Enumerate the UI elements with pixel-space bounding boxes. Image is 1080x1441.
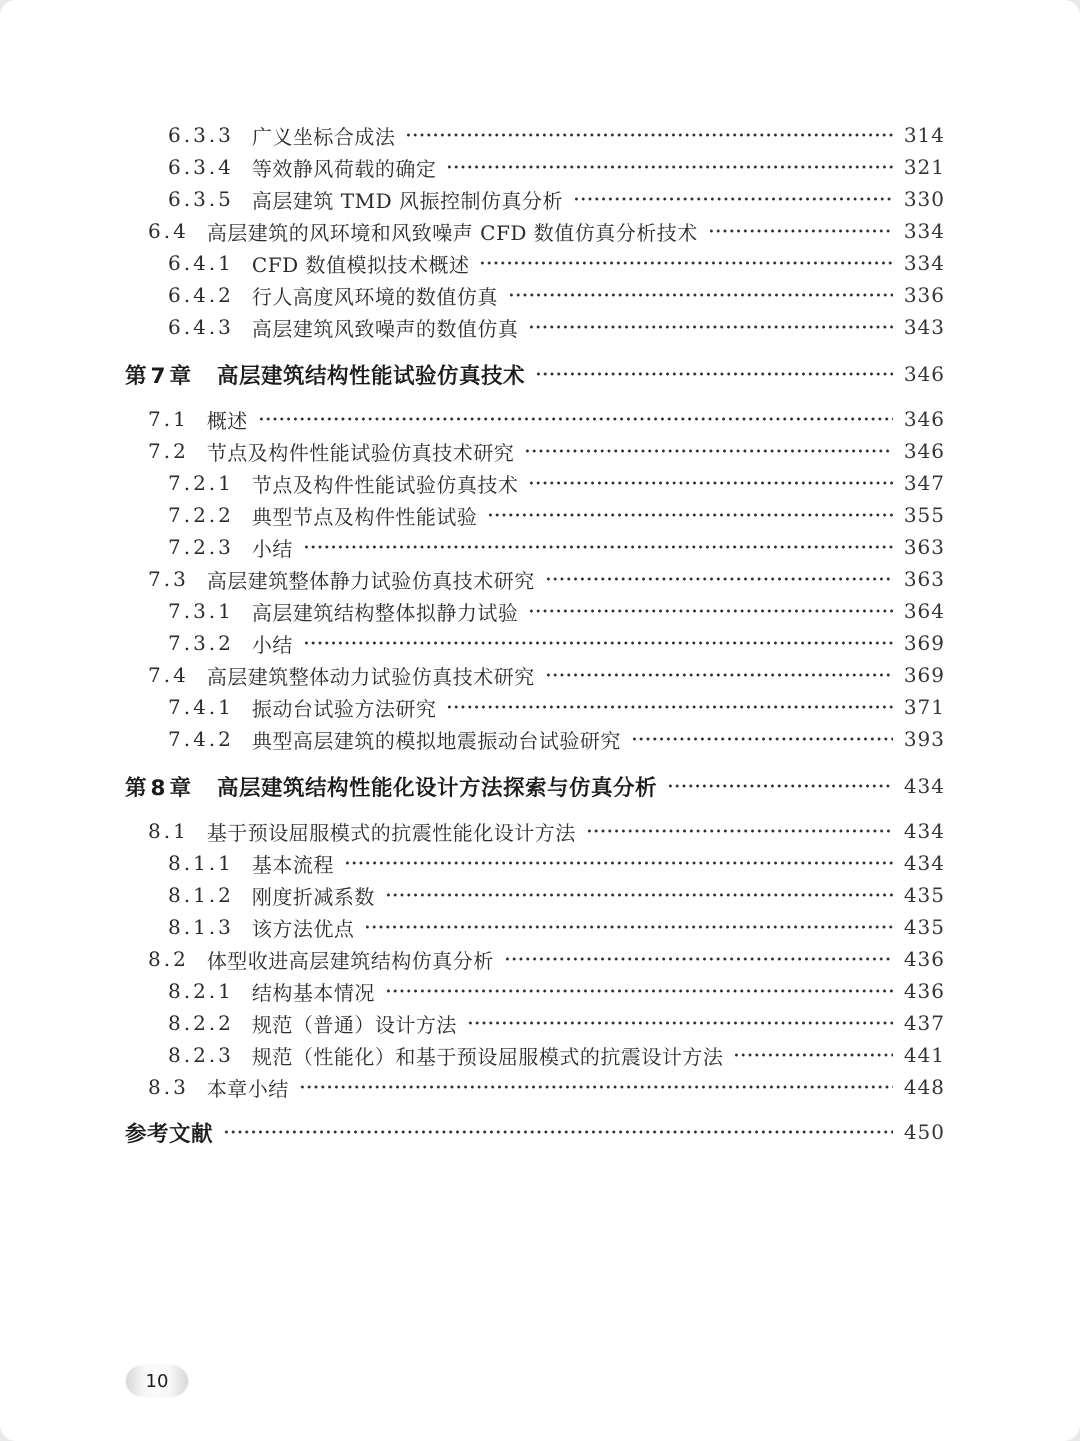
dot-leader [528, 311, 893, 343]
toc-entry-number: 6.3.5 [168, 187, 234, 211]
toc-entry-title: 节点及构件性能试验仿真技术 [251, 472, 519, 497]
toc-entry [125, 879, 945, 911]
dot-leader [708, 215, 893, 247]
toc-entry [125, 1039, 945, 1071]
toc-entry-title: 基于预设屈服模式的抗震性能化设计方法 [206, 820, 576, 845]
toc-entry-number: 6.3.4 [168, 155, 234, 179]
toc-entry-page: 346 [903, 439, 945, 463]
toc-entry [125, 627, 945, 659]
toc-entry [125, 499, 945, 531]
page-number: 10 [145, 1370, 169, 1392]
toc-entry [125, 595, 945, 627]
dot-leader [405, 119, 893, 151]
toc-entry-title: 小结 [251, 536, 293, 561]
toc-entry-page: 441 [903, 1043, 945, 1067]
toc-entry-number: 8.1.2 [168, 883, 234, 907]
toc-entry [125, 357, 945, 391]
toc-entry-page: 450 [903, 1120, 945, 1144]
toc-entry-title: 该方法优点 [251, 916, 355, 941]
dot-leader [385, 975, 893, 1007]
toc-list [125, 119, 945, 1149]
toc-entry-title: 典型节点及构件性能试验 [251, 504, 478, 529]
toc-entry [125, 467, 945, 499]
toc-entry-title: 高层建筑结构性能试验仿真技术 [216, 363, 525, 389]
toc-entry-title: CFD 数值模拟技术概述 [251, 252, 470, 277]
toc-entry-number: 8.2.2 [168, 1011, 234, 1035]
toc-entry-number: 7.2.1 [168, 471, 234, 495]
toc-entry-number: 8.1.1 [168, 851, 234, 875]
dot-leader [545, 659, 893, 691]
toc-entry-page: 436 [903, 979, 945, 1003]
dot-leader [508, 279, 893, 311]
toc-entry-page: 347 [903, 471, 945, 495]
toc-entry-title: 行人高度风环境的数值仿真 [251, 284, 498, 309]
toc-entry-page: 363 [903, 535, 945, 559]
dot-leader [487, 499, 893, 531]
toc-entry-title: 规范（性能化）和基于预设屈服模式的抗震设计方法 [251, 1044, 724, 1069]
toc-entry-number: 第7章 [125, 363, 195, 389]
toc-entry-title: 小结 [251, 632, 293, 657]
toc-entry-number: 7.2.3 [168, 535, 234, 559]
dot-leader [504, 943, 893, 975]
toc-entry-title: 节点及构件性能试验仿真技术研究 [206, 440, 515, 465]
toc-entry-page: 435 [903, 915, 945, 939]
toc-entry-title: 基本流程 [251, 852, 334, 877]
toc-entry-page: 434 [903, 851, 945, 875]
toc-entry [125, 151, 945, 183]
toc-entry-page: 346 [903, 362, 945, 386]
toc-entry [125, 311, 945, 343]
toc-entry-page: 434 [903, 774, 945, 798]
toc-entry-title: 典型高层建筑的模拟地震振动台试验研究 [251, 728, 621, 753]
toc-entry [125, 1071, 945, 1103]
toc-entry [125, 247, 945, 279]
toc-entry-page: 437 [903, 1011, 945, 1035]
dot-leader [545, 563, 893, 595]
toc-entry-title: 体型收进高层建筑结构仿真分析 [206, 948, 494, 973]
toc-entry-page: 321 [903, 155, 945, 179]
dot-leader [446, 151, 893, 183]
toc-entry-number: 7.4 [148, 663, 189, 687]
dot-leader [303, 531, 893, 563]
toc-entry-page: 364 [903, 599, 945, 623]
dot-leader [573, 183, 893, 215]
toc-entry-number: 8.2.1 [168, 979, 234, 1003]
toc-entry-number: 8.1 [148, 819, 189, 843]
dot-leader [535, 357, 893, 391]
toc-entry-number: 7.4.2 [168, 727, 234, 751]
toc-entry [125, 119, 945, 151]
toc-entry [125, 911, 945, 943]
toc-entry-page: 334 [903, 219, 945, 243]
dot-leader [385, 879, 893, 911]
toc-entry [125, 279, 945, 311]
toc-entry-number: 7.3.1 [168, 599, 234, 623]
toc-entry-page: 336 [903, 283, 945, 307]
toc-entry-number: 7.1 [148, 407, 189, 431]
toc-entry-page: 434 [903, 819, 945, 843]
toc-entry-number: 6.3.3 [168, 123, 234, 147]
toc-entry-page: 369 [903, 631, 945, 655]
toc-entry-page: 448 [903, 1075, 945, 1099]
toc-entry-number: 7.2 [148, 439, 189, 463]
toc-entry-title: 高层建筑整体静力试验仿真技术研究 [206, 568, 535, 593]
toc-entry [125, 847, 945, 879]
toc-entry-number: 7.2.2 [168, 503, 234, 527]
toc-entry-number: 6.4 [148, 219, 189, 243]
toc-entry-number: 8.2.3 [168, 1043, 234, 1067]
toc-entry [125, 1115, 945, 1149]
page-number-pill [126, 1366, 188, 1396]
toc-entry-page: 371 [903, 695, 945, 719]
dot-leader [479, 247, 893, 279]
toc-entry [125, 435, 945, 467]
toc-entry-page: 355 [903, 503, 945, 527]
toc-entry-title: 高层建筑整体动力试验仿真技术研究 [206, 664, 535, 689]
dot-leader [467, 1007, 893, 1039]
toc-entry [125, 815, 945, 847]
toc-entry [125, 1007, 945, 1039]
toc-entry [125, 659, 945, 691]
toc-entry-title: 高层建筑 TMD 风振控制仿真分析 [251, 188, 563, 213]
toc-entry [125, 975, 945, 1007]
dot-leader [586, 815, 893, 847]
toc-entry-title: 概述 [206, 408, 248, 433]
toc-entry-number: 8.2 [148, 947, 189, 971]
toc-entry-title: 规范（普通）设计方法 [251, 1012, 457, 1037]
toc-entry-page: 369 [903, 663, 945, 687]
dot-leader [364, 911, 893, 943]
toc-entry-page: 343 [903, 315, 945, 339]
toc-entry-number: 8.3 [148, 1075, 189, 1099]
toc-entry-title: 参考文献 [125, 1121, 214, 1147]
dot-leader [223, 1115, 893, 1149]
dot-leader [667, 769, 893, 803]
toc-entry-title: 本章小结 [206, 1076, 289, 1101]
toc-entry-title: 振动台试验方法研究 [251, 696, 437, 721]
dot-leader [528, 595, 893, 627]
toc-entry [125, 723, 945, 755]
toc-entry [125, 183, 945, 215]
toc-entry-title: 结构基本情况 [251, 980, 375, 1005]
dot-leader [258, 403, 893, 435]
toc-entry-title: 刚度折减系数 [251, 884, 375, 909]
toc-entry-page: 330 [903, 187, 945, 211]
toc-entry [125, 403, 945, 435]
dot-leader [528, 467, 893, 499]
dot-leader [446, 691, 893, 723]
toc-entry-number: 6.4.2 [168, 283, 234, 307]
toc-entry [125, 563, 945, 595]
toc-entry-number: 6.4.3 [168, 315, 234, 339]
toc-entry-title: 高层建筑风致噪声的数值仿真 [251, 316, 519, 341]
toc-entry-number: 7.4.1 [168, 695, 234, 719]
toc-entry [125, 531, 945, 563]
toc-entry-page: 334 [903, 251, 945, 275]
toc-entry-title: 高层建筑结构整体拟静力试验 [251, 600, 519, 625]
toc-entry [125, 769, 945, 803]
toc-entry-page: 346 [903, 407, 945, 431]
dot-leader [299, 1071, 893, 1103]
dot-leader [344, 847, 893, 879]
toc-entry-number: 第8章 [125, 775, 195, 801]
toc-entry [125, 215, 945, 247]
dot-leader [733, 1039, 893, 1071]
toc-entry-number: 8.1.3 [168, 915, 234, 939]
toc-entry-page: 435 [903, 883, 945, 907]
dot-leader [524, 435, 893, 467]
toc-entry-page: 314 [903, 123, 945, 147]
toc-entry-title: 等效静风荷载的确定 [251, 156, 437, 181]
toc-entry [125, 943, 945, 975]
dot-leader [303, 627, 893, 659]
toc-entry-number: 6.4.1 [168, 251, 234, 275]
toc-entry-page: 436 [903, 947, 945, 971]
toc-entry-title: 高层建筑的风环境和风致噪声 CFD 数值仿真分析技术 [206, 220, 698, 245]
toc-entry [125, 691, 945, 723]
toc-entry-page: 393 [903, 727, 945, 751]
toc-entry-title: 广义坐标合成法 [251, 124, 396, 149]
toc-entry-page: 363 [903, 567, 945, 591]
toc-entry-title: 高层建筑结构性能化设计方法探索与仿真分析 [216, 775, 657, 801]
dot-leader [631, 723, 893, 755]
toc-entry-number: 7.3 [148, 567, 189, 591]
toc-entry-number: 7.3.2 [168, 631, 234, 655]
